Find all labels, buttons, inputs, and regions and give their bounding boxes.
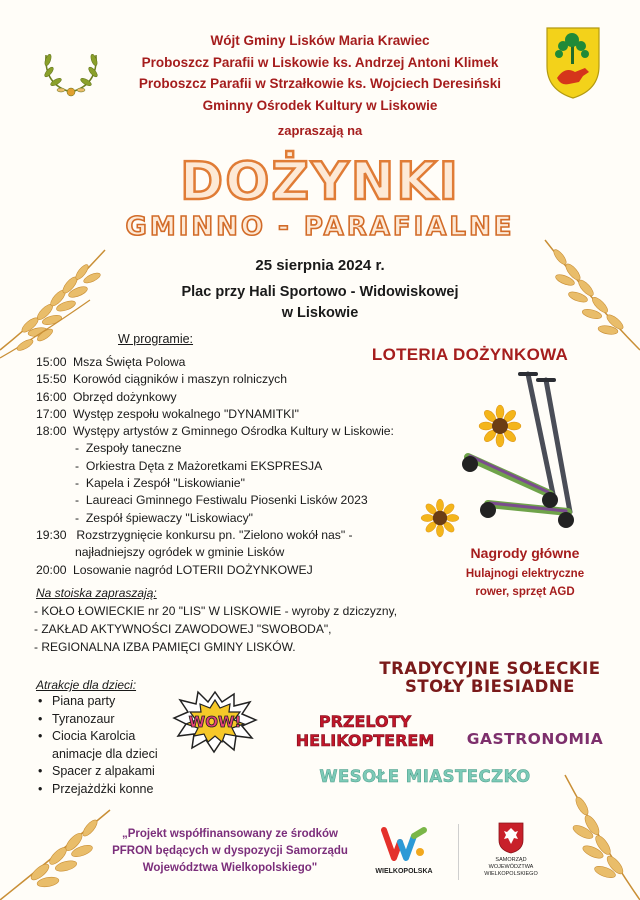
program-time: 17:00 xyxy=(36,406,67,421)
program-time: 18:00 xyxy=(36,424,67,439)
coat-of-arms-icon xyxy=(545,26,601,100)
stand-item: - REGIONALNA IZBA PAMIĘCI GMINY LISKÓW. xyxy=(34,640,296,654)
organizer-line-3: Proboszcz Parafii w Strzałkowie ks. Wojciech Deresiński xyxy=(138,76,502,91)
program-sub-item: - Laureaci Gminnego Festiwalu Piosenki Lisków 2023 xyxy=(75,493,368,508)
stand-item: - KOŁO ŁOWIECKIE nr 20 "LIS" W LISKOWIE - wyroby z dziczyzny, xyxy=(34,604,398,618)
wow-text: WOW! xyxy=(188,713,242,731)
sub-title: GMINNO - PARAFIALNE xyxy=(125,212,515,242)
event-place-line-2: w Liskowie xyxy=(281,305,359,321)
wheat-bottom-right-decoration xyxy=(545,770,640,900)
event-date: 25 sierpnia 2024 r. xyxy=(255,257,385,274)
program-text: Msza Święta Polowa xyxy=(73,355,186,369)
program-item xyxy=(36,562,476,579)
organizer-line-4: Gminny Ośrodek Kultury w Liskowie xyxy=(202,97,438,113)
program-text-continued: najładniejszy ogródek w gminie Lisków xyxy=(75,545,285,560)
program-item xyxy=(36,406,476,423)
program-time: 15:50 xyxy=(36,372,67,387)
program-sub-item: - Kapela i Zespół "Liskowianie" xyxy=(75,476,245,491)
list-item: • Tyranozaur xyxy=(38,711,115,726)
prizes-heading: Nagrody główne xyxy=(470,545,580,561)
kids-heading: Atrakcje dla dzieci: xyxy=(36,678,137,692)
traditional-tables-label: TRADYCYJNE SOŁECKIE STOŁY BIESIADNE xyxy=(379,659,601,696)
stands-list xyxy=(34,602,397,656)
funfair-label: WESOŁE MIASTECZKO xyxy=(319,767,531,786)
samorzad-coat-of-arms-icon xyxy=(498,822,524,854)
prize-line-1: Hulajnogi elektryczne xyxy=(465,568,585,580)
program-sub-item: - Zespoły taneczne xyxy=(75,441,182,456)
organizer-line-1: Wójt Gminy Lisków Maria Krawiec xyxy=(210,33,430,48)
program-time: 20:00 xyxy=(36,562,67,577)
sunflower-icon xyxy=(480,406,520,446)
program-sub-item: - Orkiestra Dęta z Mażoretkami EKSPRESJA xyxy=(75,458,323,473)
program-heading: W programie: xyxy=(118,332,194,346)
kids-list xyxy=(36,693,158,798)
wielkopolska-label: WIELKOPOLSKA xyxy=(375,868,433,875)
program-text: Rozstrzygnięcie konkursu pn. "Zielono wokół nas" - xyxy=(76,527,353,542)
list-item: • Ciocia Karolcia xyxy=(38,729,136,743)
helicopter-flights-label: PRZELOTY HELIKOPTEREM xyxy=(295,712,435,750)
list-item: • Przejażdżki konne xyxy=(38,781,154,796)
main-title: DOŻYNKI xyxy=(180,152,460,212)
prizes-list xyxy=(430,566,620,601)
electric-scooters-image xyxy=(458,372,578,532)
footer-divider xyxy=(458,824,459,880)
lottery-title: LOTERIA DOŻYNKOWA xyxy=(371,345,569,364)
wielkopolska-logo-icon xyxy=(380,824,428,866)
event-place-line-1: Plac przy Hali Sportowo - Widowiskowej xyxy=(181,284,459,300)
list-item: • Piana party xyxy=(38,694,116,708)
prize-line-2: rower, sprzęt AGD xyxy=(475,585,575,598)
funding-note: „Projekt współfinansowany ze środków PFRON będących w dyspozycji Samorządu Województwa Wielkopolskiego" xyxy=(112,828,348,874)
sunflower-icon xyxy=(422,500,458,536)
program-item xyxy=(36,389,476,406)
program-sub-item: - Zespół śpiewaczy "Liskowiacy" xyxy=(75,510,253,525)
organizers-header xyxy=(120,30,520,116)
program-item xyxy=(36,423,476,440)
gastronomy-label: GASTRONOMIA xyxy=(466,730,604,748)
program-item xyxy=(36,371,476,388)
stands-heading: Na stoiska zapraszają: xyxy=(36,586,157,600)
stand-item: - ZAKŁAD AKTYWNOŚCI ZAWODOWEJ "SWOBODA", xyxy=(34,622,332,636)
program-text: Losowanie nagród LOTERII DOŻYNKOWEJ xyxy=(73,562,313,577)
program-time: 15:00 xyxy=(36,355,67,369)
program-time: 16:00 xyxy=(36,389,67,404)
program-text: Występ zespołu wokalnego "DYNAMITKI" xyxy=(73,406,299,421)
list-item: • Spacer z alpakami xyxy=(38,764,155,778)
program-text: Występy artystów z Gminnego Ośrodka Kultury w Liskowie: xyxy=(73,424,394,439)
invite-text: zapraszają na xyxy=(277,123,363,138)
wow-burst-icon xyxy=(172,690,258,754)
program-text: Korowód ciągników i maszyn rolniczych xyxy=(73,372,288,387)
event-place xyxy=(0,282,640,324)
samorzad-label: SAMORZĄD WOJEWÓDZTWA WIELKOPOLSKIEGO xyxy=(484,857,538,877)
organizer-line-2: Proboszcz Parafii w Liskowie ks. Andrzej Antoni Klimek xyxy=(141,54,499,70)
laurel-wreath-icon xyxy=(36,30,106,100)
program-list xyxy=(36,354,476,579)
program-item xyxy=(36,527,476,544)
program-text: Obrzęd dożynkowy xyxy=(73,389,177,404)
list-item-continued: animacje dla dzieci xyxy=(52,746,158,761)
program-time: 19:30 xyxy=(36,527,67,542)
